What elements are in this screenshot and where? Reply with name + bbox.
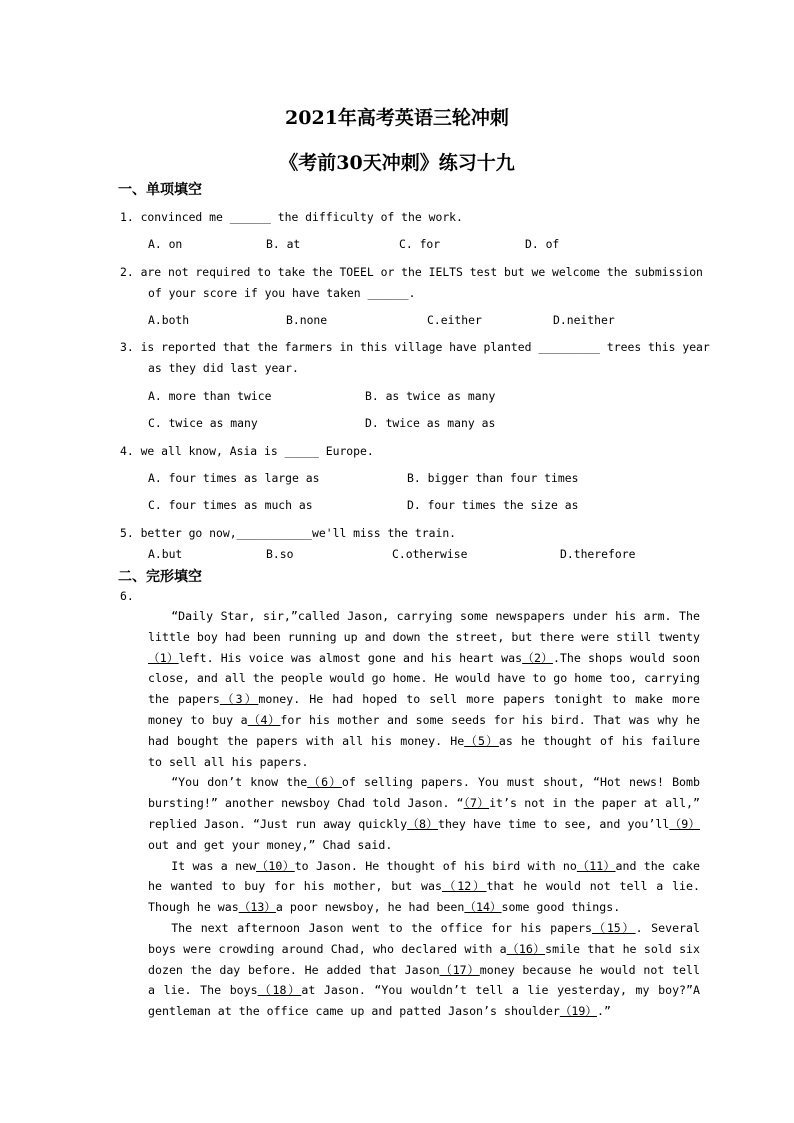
question-4-option-c: C. four times as much as — [148, 498, 313, 512]
blank-7: （7） — [463, 796, 490, 811]
blank-6: （6） — [307, 775, 342, 790]
blank-18: （18） — [257, 983, 302, 998]
question-5-option-c: C.otherwise — [392, 547, 468, 561]
passage-paragraph-1: “Daily Star, sir,”called Jason, carrying some newspapers under his arm. The little boy had been running up and down the street, but there were still twenty （1）left. His voice was almost gone and his heart was（2）.The shops would soon close, and all the people would go home. He would have to go home too, carrying the papers（3）money. He had hoped to sell more papers tonight to make more money to buy a（4）for his mother and some seeds for his bird. That was why he had bought the papers with all his money. He（5）as he thought of his failure to sell all his papers. — [148, 609, 700, 769]
question-3-stem-cont: as they did last year. — [148, 361, 299, 375]
question-3-option-b: B. as twice as many — [365, 389, 496, 403]
question-4-option-d: D. four times the size as — [407, 498, 579, 512]
question-5-option-a: A.but — [148, 547, 183, 561]
document-title: 2021年高考英语三轮冲刺 — [285, 107, 509, 129]
question-3-stem: 3. is reported that the farmers in this village have planted _________ trees this year — [120, 340, 710, 354]
question-5-option-d: D.therefore — [560, 547, 636, 561]
question-1-option-c: C. for — [399, 237, 441, 251]
section1-heading: 一、单项填空 — [118, 182, 202, 198]
question-2-option-c: C.either — [427, 313, 482, 327]
question-6-number: 6. — [120, 589, 134, 603]
passage-paragraph-2: “You don’t know the（6）of selling papers. You must shout, “Hot news! Bomb bursting!” another newsboy Chad told Jason. “（7）it’s not in the paper at all,” replied Jason. “Just run away quickly（8）they have time to see, and you’ll（9）out and get your money,” Chad said. — [148, 775, 701, 852]
question-5-option-b: B.so — [266, 547, 294, 561]
question-2-stem: 2. are not required to take the TOEEL or the IELTS test but we welcome the submission — [120, 265, 703, 279]
cloze-passage — [148, 606, 700, 1022]
blank-14: （14） — [464, 900, 502, 915]
blank-17: （17） — [439, 962, 480, 977]
question-2-option-a: A.both — [148, 313, 190, 327]
blank-1: （1） — [148, 650, 179, 665]
blank-13: （13） — [238, 900, 276, 915]
question-3-option-a: A. more than twice — [148, 389, 272, 403]
blank-10: （10） — [256, 858, 295, 873]
document-subtitle: 《考前30天冲刺》练习十九 — [279, 152, 515, 174]
blank-8: （8） — [407, 816, 438, 831]
passage-paragraph-4: The next afternoon Jason went to the office for his papers（15）. Several boys were crowding around Chad, who declared with a（16）smile that he sold six dozen the day before. He added that Jason（17）money because he would not tell a lie. The boys（18）at Jason. “You wouldn’t tell a lie yesterday, my boy?”A gentleman at the office came up and patted Jason’s shoulder（19）.” — [148, 920, 701, 1019]
question-4-option-a: A. four times as large as — [148, 471, 320, 485]
blank-3: （3） — [219, 692, 259, 707]
blank-12: （12） — [441, 879, 487, 894]
blank-11: （11） — [576, 858, 616, 873]
question-4-option-b: B. bigger than four times — [407, 471, 579, 485]
question-5-stem: 5. better go now,___________we'll miss the train. — [120, 526, 457, 540]
blank-16: （16） — [506, 941, 546, 956]
question-2-option-d: D.neither — [553, 313, 615, 327]
question-1-stem: 1. convinced me ______ the difficulty of the work. — [120, 210, 463, 224]
section2-heading: 二、完形填空 — [118, 569, 202, 585]
question-1-option-a: A. on — [148, 237, 183, 251]
blank-4: （4） — [247, 712, 281, 727]
question-1-option-d: D. of — [525, 237, 560, 251]
question-4-stem: 4. we all know, Asia is _____ Europe. — [120, 444, 374, 458]
question-2-stem-cont: of your score if you have taken ______. — [148, 286, 416, 300]
question-1-option-b: B. at — [266, 237, 301, 251]
blank-19: （19） — [559, 1004, 597, 1019]
question-3-option-d: D. twice as many as — [365, 416, 496, 430]
blank-5: （5） — [464, 733, 499, 748]
blank-2: （2） — [522, 650, 553, 665]
blank-9: （9） — [669, 816, 701, 831]
blank-15: （15） — [592, 920, 636, 935]
question-2-option-b: B.none — [286, 313, 328, 327]
question-3-option-c: C. twice as many — [148, 416, 258, 430]
passage-paragraph-3: It was a new（10）to Jason. He thought of his bird with no（11）and the cake he wanted to buy for his mother, but was（12）that he would not tell a lie. Though he was（13）a poor newsboy, he had been（14）some good things. — [148, 858, 701, 915]
